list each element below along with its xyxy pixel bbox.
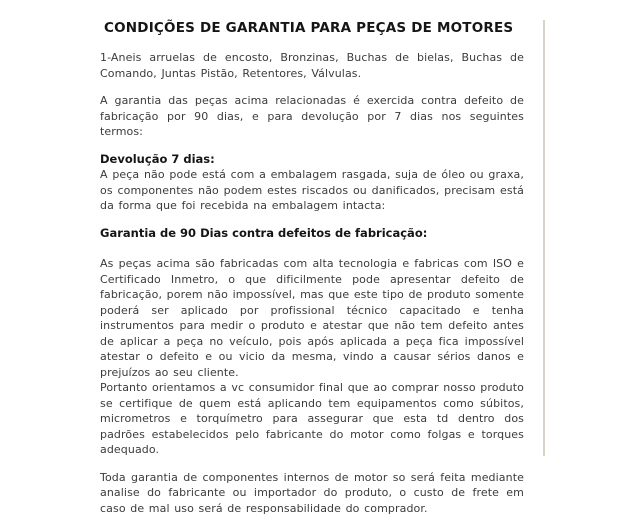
document-title: CONDIÇÕES DE GARANTIA PARA PEÇAS DE MOTORES: [104, 20, 514, 36]
garantia-90-body-paragraph-2: Portanto orientamos a vc consumidor final que ao comprar nosso produto se certifique de quem está aplicando tem equipamentos como súbitos, micrometros e torquímetro para assegurar que esta td dentro dos padrões estabelecidos pelo fabricante do motor como folgas e torques adequado.: [100, 381, 524, 456]
devolucao-body-paragraph: A peça não pode está com a embalagem rasgada, suja de óleo ou graxa, os componentes não podem estes riscados ou danificados, precisam está da forma que foi recebida na embalagem intacta:: [100, 168, 524, 212]
page-right-divider: [543, 20, 545, 456]
warranty-summary-paragraph: A garantia das peças acima relacionadas é exercida contra defeito de fabricação por 90 dias, e para devolução por 7 dias nos seguintes termos:: [100, 94, 524, 138]
closing-paragraph: Toda garantia de componentes internos de motor so será feita mediante analise do fabricante ou importador do produto, o custo de frete em caso de mal uso será de responsabilidade do comprador.: [100, 470, 524, 515]
garantia-90-body-paragraph-1: As peças acima são fabricadas com alta tecnologia e fabricas com ISO e Certificado Inmetro, o que dificilmente pode apresentar defeito de fabricação, porem não impossível, mas que este tipo de produto somente poderá ser aplicado por profissional técnico capacitado e tenha instrumentos para medir o produto e atestar que não tem defeito antes de aplicar a peça no veículo, pois após aplicada a peça fica impossível atestar o defeito e ou vicio da mesma, vindo a causar sérios danos e prejuízos ao seu cliente.: [100, 257, 524, 379]
garantia-90-heading: Garantia de 90 Dias contra defeitos de fabricação:: [100, 225, 428, 240]
devolucao-heading: Devolução 7 dias:: [100, 151, 215, 166]
parts-list-paragraph: 1-Aneis arruelas de encosto, Bronzinas, Buchas de bielas, Buchas de Comando, Juntas Pistão, Retentores, Válvulas.: [100, 51, 524, 80]
warranty-document: [100, 20, 524, 528]
